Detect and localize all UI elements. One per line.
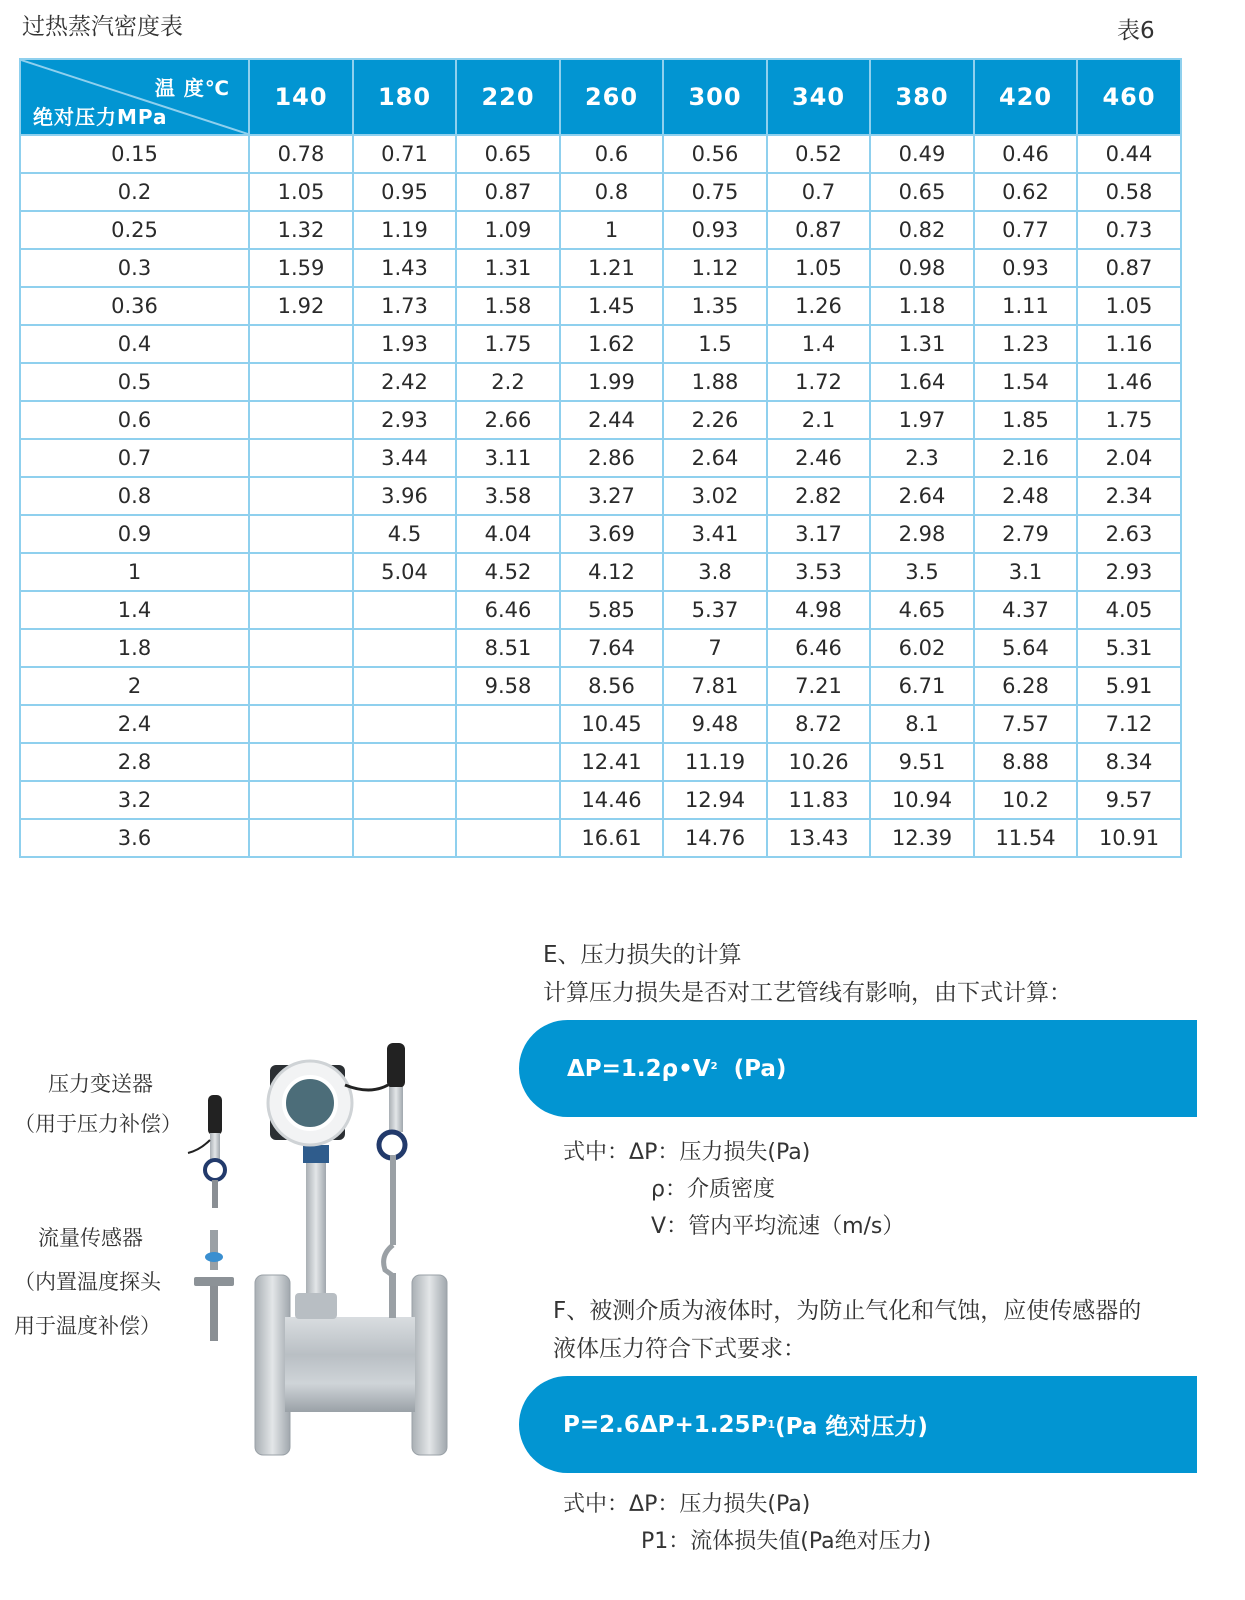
formula-unit: (Pa)	[717, 1055, 787, 1082]
density-cell	[249, 363, 353, 401]
formula-main: P=2.6ΔP+1.25P	[563, 1411, 768, 1438]
density-cell: 10.94	[870, 781, 974, 819]
density-cell: 1.46	[1077, 363, 1181, 401]
density-cell	[353, 629, 456, 667]
density-cell	[353, 705, 456, 743]
density-cell	[249, 629, 353, 667]
density-cell: 7.81	[663, 667, 767, 705]
density-cell: 12.41	[560, 743, 663, 781]
formula-tail: (Pa 绝对压力)	[775, 1414, 928, 1440]
density-cell: 8.72	[767, 705, 870, 743]
density-cell: 0.62	[974, 173, 1077, 211]
density-cell	[249, 667, 353, 705]
temperature-axis-label: 温 度℃	[154, 76, 230, 100]
vortex-flowmeter-image	[180, 1005, 470, 1485]
density-cell: 9.48	[663, 705, 767, 743]
density-cell	[249, 439, 353, 477]
pressure-cell: 1	[20, 553, 249, 591]
density-cell	[249, 477, 353, 515]
density-cell: 2.86	[560, 439, 663, 477]
density-cell: 0.65	[870, 173, 974, 211]
table-row	[20, 401, 1181, 439]
density-cell: 1.73	[353, 287, 456, 325]
density-cell	[249, 819, 353, 857]
density-cell: 7.12	[1077, 705, 1181, 743]
formula-main: ΔP=1.2ρ•V	[567, 1055, 711, 1082]
table-row	[20, 515, 1181, 553]
density-cell: 1.43	[353, 249, 456, 287]
density-cell: 9.57	[1077, 781, 1181, 819]
density-cell: 1.31	[870, 325, 974, 363]
density-cell: 7.21	[767, 667, 870, 705]
density-cell: 1.75	[456, 325, 560, 363]
density-cell: 6.46	[767, 629, 870, 667]
density-cell: 1.62	[560, 325, 663, 363]
density-cell: 10.91	[1077, 819, 1181, 857]
density-cell: 2.64	[663, 439, 767, 477]
density-cell: 1.58	[456, 287, 560, 325]
temperature-header-220: 220	[456, 59, 560, 135]
density-cell	[353, 819, 456, 857]
density-cell: 9.58	[456, 667, 560, 705]
density-cell: 2.48	[974, 477, 1077, 515]
density-cell	[249, 743, 353, 781]
table-row	[20, 325, 1181, 363]
density-cell: 1.75	[1077, 401, 1181, 439]
temperature-header-140: 140	[249, 59, 353, 135]
density-cell	[249, 325, 353, 363]
density-cell: 0.73	[1077, 211, 1181, 249]
density-cell: 6.46	[456, 591, 560, 629]
density-cell: 11.83	[767, 781, 870, 819]
density-cell: 0.87	[456, 173, 560, 211]
density-cell: 2.98	[870, 515, 974, 553]
section-f-heading-line2: 液体压力符合下式要求：	[553, 1336, 806, 1362]
def-symbol: ρ	[651, 1177, 665, 1202]
density-cell: 10.2	[974, 781, 1077, 819]
density-cell: 2.63	[1077, 515, 1181, 553]
pressure-cell: 0.3	[20, 249, 249, 287]
density-cell: 0.46	[974, 135, 1077, 173]
density-cell: 8.1	[870, 705, 974, 743]
density-cell: 1.11	[974, 287, 1077, 325]
density-cell: 2.79	[974, 515, 1077, 553]
section-e-intro: 计算压力损失是否对工艺管线有影响，由下式计算：	[543, 980, 1072, 1006]
page-title: 过热蒸汽密度表	[22, 14, 183, 40]
pressure-cell: 1.4	[20, 591, 249, 629]
density-cell: 3.1	[974, 553, 1077, 591]
density-cell: 4.65	[870, 591, 974, 629]
where-prefix: 式中：	[563, 1140, 630, 1165]
density-cell: 0.8	[560, 173, 663, 211]
steam-density-table	[19, 58, 1182, 858]
density-cell: 0.44	[1077, 135, 1181, 173]
density-cell: 1.12	[663, 249, 767, 287]
density-cell: 5.37	[663, 591, 767, 629]
pressure-cell: 2.8	[20, 743, 249, 781]
def-separator: ：	[657, 1492, 680, 1517]
density-cell: 3.17	[767, 515, 870, 553]
density-cell: 0.82	[870, 211, 974, 249]
density-cell: 3.41	[663, 515, 767, 553]
section-f-definitions	[563, 1486, 931, 1560]
table-header-row	[20, 59, 1181, 135]
table-row	[20, 667, 1181, 705]
density-cell: 2.66	[456, 401, 560, 439]
density-cell: 6.28	[974, 667, 1077, 705]
pressure-cell: 1.8	[20, 629, 249, 667]
table-row	[20, 629, 1181, 667]
table-row	[20, 781, 1181, 819]
density-cell: 2.42	[353, 363, 456, 401]
temperature-header-420: 420	[974, 59, 1077, 135]
table-row	[20, 477, 1181, 515]
density-cell: 6.02	[870, 629, 974, 667]
density-cell: 14.46	[560, 781, 663, 819]
density-cell: 4.52	[456, 553, 560, 591]
density-cell: 4.05	[1077, 591, 1181, 629]
density-cell: 11.19	[663, 743, 767, 781]
density-cell: 1.26	[767, 287, 870, 325]
temperature-header-460: 460	[1077, 59, 1181, 135]
density-cell: 1.5	[663, 325, 767, 363]
section-e-definitions	[563, 1134, 904, 1245]
def-separator: ：	[664, 1177, 687, 1202]
pressure-cell: 0.9	[20, 515, 249, 553]
density-cell: 1.93	[353, 325, 456, 363]
density-cell	[249, 401, 353, 439]
density-cell: 0.87	[1077, 249, 1181, 287]
density-cell: 3.8	[663, 553, 767, 591]
density-cell: 2.44	[560, 401, 663, 439]
density-cell	[456, 705, 560, 743]
density-cell: 5.91	[1077, 667, 1181, 705]
density-cell: 1.19	[353, 211, 456, 249]
density-cell	[249, 591, 353, 629]
table-row	[20, 135, 1181, 173]
table-row	[20, 249, 1181, 287]
density-cell: 13.43	[767, 819, 870, 857]
density-cell: 0.78	[249, 135, 353, 173]
def-separator: ：	[668, 1529, 691, 1554]
def-text: 压力损失(Pa)	[679, 1492, 811, 1517]
density-cell: 4.12	[560, 553, 663, 591]
density-cell: 2.93	[353, 401, 456, 439]
flow-sensor-note-1: （内置温度探头	[14, 1270, 161, 1294]
table-body	[20, 135, 1181, 857]
density-cell	[353, 591, 456, 629]
density-cell: 4.98	[767, 591, 870, 629]
density-cell: 5.85	[560, 591, 663, 629]
density-cell: 1.09	[456, 211, 560, 249]
density-cell: 0.87	[767, 211, 870, 249]
density-cell: 1.59	[249, 249, 353, 287]
pressure-axis-label: 绝对压力MPa	[33, 105, 168, 129]
temperature-header-180: 180	[353, 59, 456, 135]
density-cell: 1.32	[249, 211, 353, 249]
density-cell: 2.82	[767, 477, 870, 515]
density-cell: 1	[560, 211, 663, 249]
density-cell: 3.96	[353, 477, 456, 515]
density-cell: 14.76	[663, 819, 767, 857]
pressure-cell: 0.8	[20, 477, 249, 515]
density-cell: 12.39	[870, 819, 974, 857]
section-e-heading: E、压力损失的计算	[543, 942, 742, 968]
formula-exponent: 2	[710, 1061, 718, 1072]
density-cell: 1.23	[974, 325, 1077, 363]
density-cell: 0.95	[353, 173, 456, 211]
table-row	[20, 705, 1181, 743]
temperature-header-380: 380	[870, 59, 974, 135]
density-cell: 2.16	[974, 439, 1077, 477]
def-symbol: ΔP	[629, 1140, 658, 1165]
density-cell: 5.04	[353, 553, 456, 591]
density-cell: 8.88	[974, 743, 1077, 781]
density-cell: 1.18	[870, 287, 974, 325]
density-cell: 1.72	[767, 363, 870, 401]
pressure-cell: 2.4	[20, 705, 249, 743]
density-cell: 2.2	[456, 363, 560, 401]
density-cell: 9.51	[870, 743, 974, 781]
pressure-cell: 0.7	[20, 439, 249, 477]
table-row	[20, 363, 1181, 401]
density-cell: 7.57	[974, 705, 1077, 743]
density-cell	[249, 781, 353, 819]
pressure-cell: 0.36	[20, 287, 249, 325]
pressure-cell: 0.4	[20, 325, 249, 363]
table-row	[20, 439, 1181, 477]
density-cell: 1.45	[560, 287, 663, 325]
temperature-header-340: 340	[767, 59, 870, 135]
density-cell: 8.56	[560, 667, 663, 705]
density-cell: 2.04	[1077, 439, 1181, 477]
density-cell: 8.51	[456, 629, 560, 667]
density-cell: 0.75	[663, 173, 767, 211]
formula-liquid-pressure	[519, 1376, 1197, 1473]
density-cell: 6.71	[870, 667, 974, 705]
density-cell: 4.04	[456, 515, 560, 553]
pressure-cell: 0.6	[20, 401, 249, 439]
table-row	[20, 211, 1181, 249]
density-cell: 7	[663, 629, 767, 667]
def-text: 管内平均流速（m/s）	[688, 1214, 905, 1239]
density-cell: 16.61	[560, 819, 663, 857]
density-cell: 12.94	[663, 781, 767, 819]
table-row	[20, 173, 1181, 211]
table-row	[20, 819, 1181, 857]
table-number: 表6	[1117, 18, 1155, 44]
density-cell: 1.21	[560, 249, 663, 287]
density-cell: 1.16	[1077, 325, 1181, 363]
flow-sensor-note-2: 用于温度补偿）	[14, 1314, 161, 1338]
density-cell: 2.1	[767, 401, 870, 439]
density-cell: 2.3	[870, 439, 974, 477]
density-cell: 8.34	[1077, 743, 1181, 781]
def-symbol: ΔP	[629, 1492, 658, 1517]
density-cell: 1.31	[456, 249, 560, 287]
pressure-cell: 0.5	[20, 363, 249, 401]
density-cell: 4.5	[353, 515, 456, 553]
temperature-header-300: 300	[663, 59, 767, 135]
density-cell: 1.99	[560, 363, 663, 401]
density-cell: 1.97	[870, 401, 974, 439]
def-symbol: V	[651, 1214, 667, 1239]
density-cell: 0.7	[767, 173, 870, 211]
density-cell: 4.37	[974, 591, 1077, 629]
formula-subscript: 1	[767, 1418, 776, 1431]
density-cell: 0.49	[870, 135, 974, 173]
density-cell: 3.53	[767, 553, 870, 591]
density-cell: 0.6	[560, 135, 663, 173]
table-row	[20, 743, 1181, 781]
density-cell	[353, 781, 456, 819]
flow-sensor-label: 流量传感器	[38, 1226, 143, 1250]
section-f-heading-line1: F、被测介质为液体时，为防止气化和气蚀，应使传感器的	[553, 1298, 1142, 1324]
density-cell: 0.58	[1077, 173, 1181, 211]
density-cell: 0.56	[663, 135, 767, 173]
density-cell: 2.93	[1077, 553, 1181, 591]
def-symbol: P1	[641, 1529, 669, 1554]
table-row	[20, 591, 1181, 629]
density-cell: 2.46	[767, 439, 870, 477]
density-cell: 3.27	[560, 477, 663, 515]
pressure-cell: 0.15	[20, 135, 249, 173]
formula-pressure-loss	[519, 1020, 1197, 1117]
def-separator: ：	[657, 1140, 680, 1165]
density-cell: 0.52	[767, 135, 870, 173]
density-cell: 1.85	[974, 401, 1077, 439]
pressure-cell: 0.2	[20, 173, 249, 211]
density-cell: 1.4	[767, 325, 870, 363]
pressure-cell: 0.25	[20, 211, 249, 249]
density-cell: 0.77	[974, 211, 1077, 249]
density-cell: 1.05	[1077, 287, 1181, 325]
density-cell: 3.02	[663, 477, 767, 515]
def-separator: ：	[666, 1214, 689, 1239]
density-cell: 1.92	[249, 287, 353, 325]
density-cell: 3.69	[560, 515, 663, 553]
density-cell: 0.93	[663, 211, 767, 249]
density-cell: 1.05	[767, 249, 870, 287]
density-cell	[353, 667, 456, 705]
density-cell	[249, 553, 353, 591]
def-text: 流体损失值(Pa绝对压力)	[690, 1529, 932, 1554]
density-cell: 2.64	[870, 477, 974, 515]
density-cell: 10.45	[560, 705, 663, 743]
density-cell: 7.64	[560, 629, 663, 667]
density-cell: 1.64	[870, 363, 974, 401]
density-cell: 3.11	[456, 439, 560, 477]
pressure-cell: 3.2	[20, 781, 249, 819]
density-cell: 1.88	[663, 363, 767, 401]
density-cell: 3.58	[456, 477, 560, 515]
density-cell: 10.26	[767, 743, 870, 781]
pressure-transmitter-label: 压力变送器	[48, 1072, 153, 1096]
density-cell: 3.44	[353, 439, 456, 477]
density-cell: 2.26	[663, 401, 767, 439]
density-cell: 0.65	[456, 135, 560, 173]
density-cell	[249, 705, 353, 743]
density-cell: 1.54	[974, 363, 1077, 401]
density-cell: 1.35	[663, 287, 767, 325]
table-row	[20, 553, 1181, 591]
temperature-header-260: 260	[560, 59, 663, 135]
density-cell	[456, 781, 560, 819]
density-cell	[249, 515, 353, 553]
density-cell	[353, 743, 456, 781]
density-cell	[456, 743, 560, 781]
density-cell	[456, 819, 560, 857]
density-cell: 5.31	[1077, 629, 1181, 667]
def-text: 压力损失(Pa)	[679, 1140, 811, 1165]
where-prefix: 式中：	[563, 1492, 630, 1517]
density-cell: 0.71	[353, 135, 456, 173]
pressure-cell: 3.6	[20, 819, 249, 857]
def-text: 介质密度	[686, 1177, 775, 1202]
density-cell: 3.5	[870, 553, 974, 591]
density-cell: 11.54	[974, 819, 1077, 857]
pressure-cell: 2	[20, 667, 249, 705]
density-cell: 2.34	[1077, 477, 1181, 515]
table-row	[20, 287, 1181, 325]
density-cell: 5.64	[974, 629, 1077, 667]
density-cell: 1.05	[249, 173, 353, 211]
density-cell: 0.93	[974, 249, 1077, 287]
pressure-transmitter-note: （用于压力补偿）	[14, 1112, 182, 1136]
corner-header-cell	[20, 59, 249, 135]
density-cell: 0.98	[870, 249, 974, 287]
